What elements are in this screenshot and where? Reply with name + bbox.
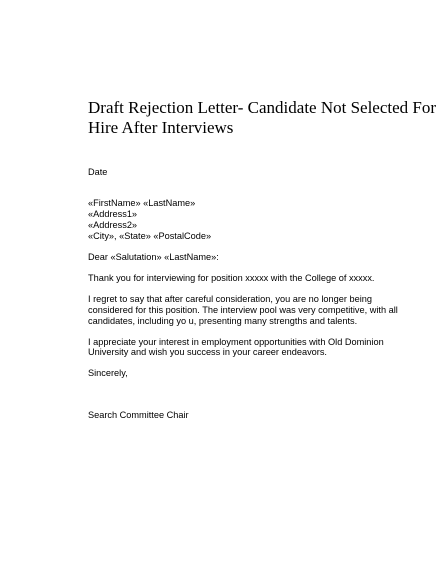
paragraph-line: I regret to say that after careful consideration, you are no longer being bbox=[88, 294, 372, 304]
title-line: Draft Rejection Letter- Candidate Not Selected For bbox=[88, 98, 437, 117]
address-line-2: «Address2» bbox=[88, 220, 138, 230]
salutation: Dear «Salutation» «LastName»: bbox=[88, 252, 219, 262]
paragraph-line: Thank you for interviewing for position xxxxx with the College of xxxxx. bbox=[88, 273, 375, 283]
address-line-1: «Address1» bbox=[88, 209, 138, 219]
signature: Search Committee Chair bbox=[88, 410, 189, 420]
date-line: Date bbox=[88, 167, 108, 177]
document-title bbox=[88, 98, 437, 138]
title-line: Hire After Interviews bbox=[88, 118, 234, 137]
paragraph-line: University and wish you success in your career endeavors. bbox=[88, 347, 327, 357]
address-city-state-zip: «City», «State» «PostalCode» bbox=[88, 231, 212, 241]
closing: Sincerely, bbox=[88, 368, 128, 378]
paragraph-line: considered for this position. The interview pool was very competitive, with all bbox=[88, 305, 398, 315]
paragraph-line: candidates, including yo u, presenting many strengths and talents. bbox=[88, 316, 358, 326]
paragraph-line: I appreciate your interest in employment opportunities with Old Dominion bbox=[88, 337, 384, 347]
address-name: «FirstName» «LastName» bbox=[88, 198, 196, 208]
